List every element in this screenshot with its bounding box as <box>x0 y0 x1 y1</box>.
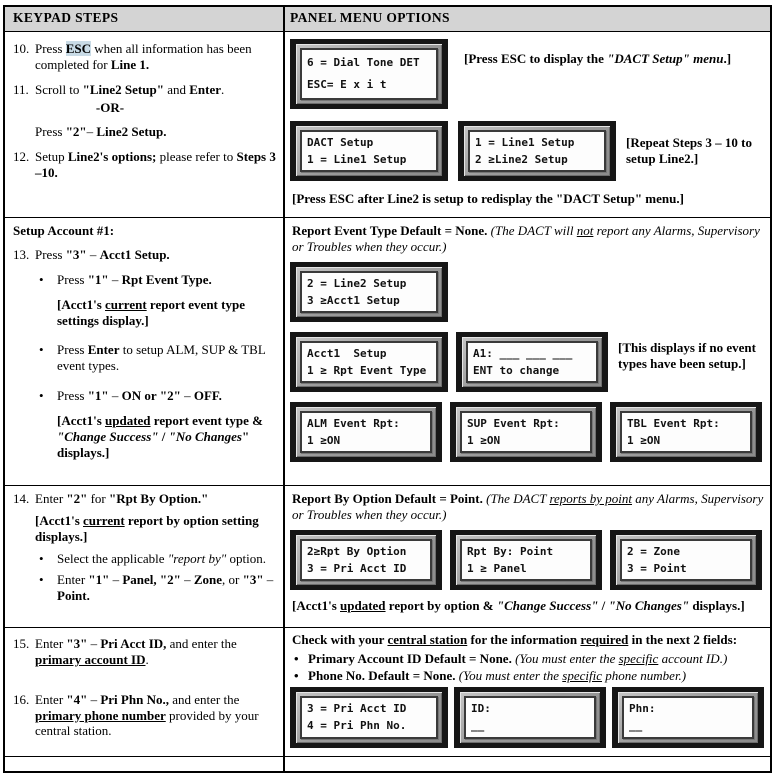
lcd-line2: 3 = Pri Acct ID <box>307 561 407 575</box>
lcd-screen <box>300 271 438 313</box>
lcd-screen <box>460 539 592 581</box>
lcd-line1: 2 = Line2 Setup <box>307 276 407 290</box>
step-14 <box>13 491 277 507</box>
lcd-bezel <box>296 44 442 104</box>
step-12 <box>13 149 277 181</box>
step-number: 10. <box>13 41 30 56</box>
lcd-screen <box>300 696 438 738</box>
lcd-phn-entry <box>612 687 764 747</box>
lcd-screen <box>300 130 438 172</box>
lcd-screen <box>620 539 752 581</box>
lcd-line2: 1 ≥ Rpt Event Type <box>307 363 427 377</box>
note-repeat-steps: [Repeat Steps 3 – 10 to setup Line2.] <box>626 135 753 167</box>
note-press-esc-after-line2: [Press ESC after Line2 is setup to redisplay the "DACT Setup" menu.] <box>292 191 684 207</box>
lcd-bezel <box>296 337 442 387</box>
lcd-line1-line2 <box>458 121 616 181</box>
lcd-line1: DACT Setup <box>307 136 374 149</box>
bullet-text: Press Enter to setup ALM, SUP & TBL event types. <box>57 342 266 374</box>
step-13-bullet-2 <box>39 342 277 374</box>
lcd-bezel <box>296 407 436 457</box>
lcd-zone-point <box>610 530 762 590</box>
lcd-line1: Acct1 Setup <box>307 346 387 360</box>
panel-cell-truncated <box>285 757 770 771</box>
lcd-pri-acct-phn <box>290 687 448 747</box>
lcd-bezel <box>296 535 436 585</box>
step-13-bullet-3 <box>39 388 277 404</box>
lcd-bezel <box>616 535 756 585</box>
lcd-line1: 1 = Line1 Setup <box>475 136 575 149</box>
lcd-tbl-event <box>610 402 762 462</box>
keypad-cell-steps-10-12 <box>5 32 285 217</box>
lcd-line2: 1 ≥ON <box>467 433 501 447</box>
step-11-alt: Press "2"– Line2 Setup. <box>35 124 167 140</box>
step-13-bullet-1 <box>39 272 277 288</box>
lcd-bezel <box>460 692 600 742</box>
keypad-cell-truncated <box>5 757 285 771</box>
step-number: 15. <box>13 636 30 651</box>
bullet-icon: • <box>294 667 299 683</box>
lcd-line2: 3 ≥Acct1 Setup <box>307 293 400 307</box>
step-15 <box>13 636 277 668</box>
table-row-step-14 <box>5 485 770 627</box>
lcd-line1: 6 = Dial Tone DET <box>307 56 420 69</box>
lcd-alm-event <box>290 402 442 462</box>
lcd-dial-tone <box>290 39 448 109</box>
lcd-bezel <box>618 692 758 742</box>
note-no-event-types: [This displays if no event types have been setup.] <box>618 339 756 371</box>
bullet-icon: • <box>39 572 44 588</box>
lcd-screen <box>466 341 598 383</box>
lcd-screen <box>622 696 754 738</box>
keypad-cell-steps-15-16 <box>5 628 285 756</box>
note-press-esc-dact: [Press ESC to display the "DACT Setup" menu.] <box>464 51 732 66</box>
table-header-row <box>5 7 770 31</box>
lcd-line2: 2 ≥Line2 Setup <box>475 153 568 167</box>
panel-cell-step-13 <box>285 218 770 485</box>
lcd-line1: A1: ___ ___ ___ <box>473 346 573 360</box>
step-13-bullet-3-note: [Acct1's updated report event type & "Change Success" / "No Changes" displays.] <box>57 413 263 460</box>
lcd-bezel <box>296 692 442 742</box>
lcd-bezel <box>462 337 602 387</box>
lcd-line2: 3 = Point <box>627 561 687 575</box>
panel-cell-steps-15-16 <box>285 628 770 756</box>
lcd-screen <box>300 48 438 100</box>
bullet-text: Phone No. Default = None. (You must enter the specific phone number.) <box>308 667 687 683</box>
header-cell-panel-menu <box>285 7 770 31</box>
lcd-acct1-setup <box>290 332 448 392</box>
lcd-line1: ID: <box>471 702 491 716</box>
step-16 <box>13 692 277 740</box>
lcd-bezel <box>456 535 596 585</box>
lcd-line2: 1 ≥ Panel <box>467 561 527 575</box>
bullet-icon: • <box>39 271 44 287</box>
step-14-bullet-2 <box>39 572 277 604</box>
lcd-line1: ALM Event Rpt: <box>307 416 400 430</box>
lcd-id-entry <box>454 687 606 747</box>
lcd-rpt-by-point <box>450 530 602 590</box>
bullet-text: Press "1" – ON or "2" – OFF. <box>57 388 222 404</box>
lcd-line2: ESC= E x i t <box>307 78 387 91</box>
note-acct1-updated-rpt-by: [Acct1's updated report by option & "Change Success" / "No Changes" displays.] <box>292 597 745 613</box>
lcd-bezel <box>464 126 610 176</box>
step-text: Press ESC when all information has been completed for Line 1. <box>35 41 252 72</box>
table-row-steps-15-16 <box>5 627 770 756</box>
bullet-text: Select the applicable "report by" option. <box>57 550 267 566</box>
report-event-type-default: Report Event Type Default = None. (The DACT will not report any Alarms, Supervisory or Troubles when they occur.) <box>292 223 760 255</box>
keypad-steps-title: KEYPAD STEPS <box>13 10 119 25</box>
lcd-line1: 2≥Rpt By Option <box>307 544 407 558</box>
lcd-screen <box>300 539 432 581</box>
panel-cell-step-14 <box>285 486 770 627</box>
step-11 <box>13 82 277 98</box>
panel-cell-steps-10-12 <box>285 32 770 217</box>
lcd-screen <box>620 411 752 453</box>
table-row-steps-10-12 <box>5 31 770 217</box>
lcd-bezel <box>296 126 442 176</box>
lcd-line1: Rpt By: Point <box>467 544 554 558</box>
primary-account-default-bullet <box>294 651 766 667</box>
lcd-line1: 3 = Pri Acct ID <box>307 702 407 716</box>
header-cell-keypad-steps <box>5 7 285 31</box>
lcd-screen <box>460 411 592 453</box>
lcd-rpt-by-option <box>290 530 442 590</box>
step-text: Setup Line2's options; please refer to Steps 3 –10. <box>35 149 276 181</box>
note-check-central-station: Check with your central station for the information required in the next 2 fields: <box>292 632 738 647</box>
lcd-line2: 1 ≥ON <box>307 433 341 447</box>
lcd-screen <box>300 341 438 383</box>
bullet-text: Press "1" – Rpt Event Type. <box>57 271 212 287</box>
lcd-line2: ENT to change <box>473 363 560 377</box>
lcd-screen <box>468 130 606 172</box>
step-13-bullet-1-note: [Acct1's current report event type settings display.] <box>57 296 245 328</box>
step-11-or-line: -OR- <box>95 99 125 115</box>
lcd-a1-ent <box>456 332 608 392</box>
step-number: 16. <box>13 691 30 707</box>
table-row-step-13 <box>5 217 770 485</box>
lcd-screen <box>300 411 432 453</box>
lcd-line2: __ <box>629 719 643 733</box>
lcd-line2: 1 ≥ON <box>627 433 661 447</box>
lcd-line1: SUP Event Rpt: <box>467 416 560 430</box>
step-text: Scroll to "Line2 Setup" and Enter. <box>35 81 225 97</box>
step-13 <box>13 247 277 263</box>
lcd-sup-event <box>450 402 602 462</box>
lcd-line2: 4 = Pri Phn No. <box>307 719 407 733</box>
lcd-line1: 2 = Zone <box>627 544 680 558</box>
bullet-icon: • <box>39 388 44 404</box>
lcd-line1: TBL Event Rpt: <box>627 416 720 430</box>
step-number: 13. <box>13 247 30 262</box>
step-number: 14. <box>13 491 30 506</box>
keypad-cell-step-13 <box>5 218 285 485</box>
bullet-text: Enter "1" – Panel, "2" – Zone, or "3" – Point. <box>57 572 274 604</box>
lcd-screen <box>464 696 596 738</box>
lcd-line2-acct1 <box>290 262 448 322</box>
lcd-line1: Phn: <box>629 702 656 716</box>
bullet-icon: • <box>294 651 299 667</box>
bullet-text: Primary Account ID Default = None. (You must enter the specific account ID.) <box>308 651 728 667</box>
instruction-table <box>3 5 772 773</box>
lcd-bezel <box>456 407 596 457</box>
panel-menu-title: PANEL MENU OPTIONS <box>290 10 450 25</box>
step-number: 11. <box>13 81 29 97</box>
step-14-note: [Acct1's current report by option setting displays.] <box>35 512 259 544</box>
step-text: Enter "4" – Pri Phn No., and enter the primary phone number provided by your central station. <box>35 691 259 739</box>
step-text: Enter "3" – Pri Acct ID, and enter the primary account ID. <box>35 636 237 667</box>
keypad-cell-step-14 <box>5 486 285 627</box>
step-14-bullet-1 <box>39 551 277 567</box>
phone-default-bullet <box>294 668 766 684</box>
report-by-option-default: Report By Option Default = Point. (The DACT reports by point any Alarms, Supervisory or Troubles when they occur.) <box>292 491 764 523</box>
step-10 <box>13 41 277 73</box>
setup-account-heading: Setup Account #1: <box>13 223 115 238</box>
lcd-dact-setup <box>290 121 448 181</box>
bullet-icon: • <box>39 550 44 566</box>
lcd-bezel <box>296 267 442 317</box>
step-text: Enter "2" for "Rpt By Option." <box>35 491 209 506</box>
step-text: Press "3" – Acct1 Setup. <box>35 247 170 262</box>
step-number: 12. <box>13 149 30 165</box>
lcd-line2: 1 = Line1 Setup <box>307 153 407 167</box>
table-row-truncated <box>5 756 770 771</box>
lcd-line2: __ <box>471 719 485 733</box>
bullet-icon: • <box>39 342 44 358</box>
lcd-bezel <box>616 407 756 457</box>
